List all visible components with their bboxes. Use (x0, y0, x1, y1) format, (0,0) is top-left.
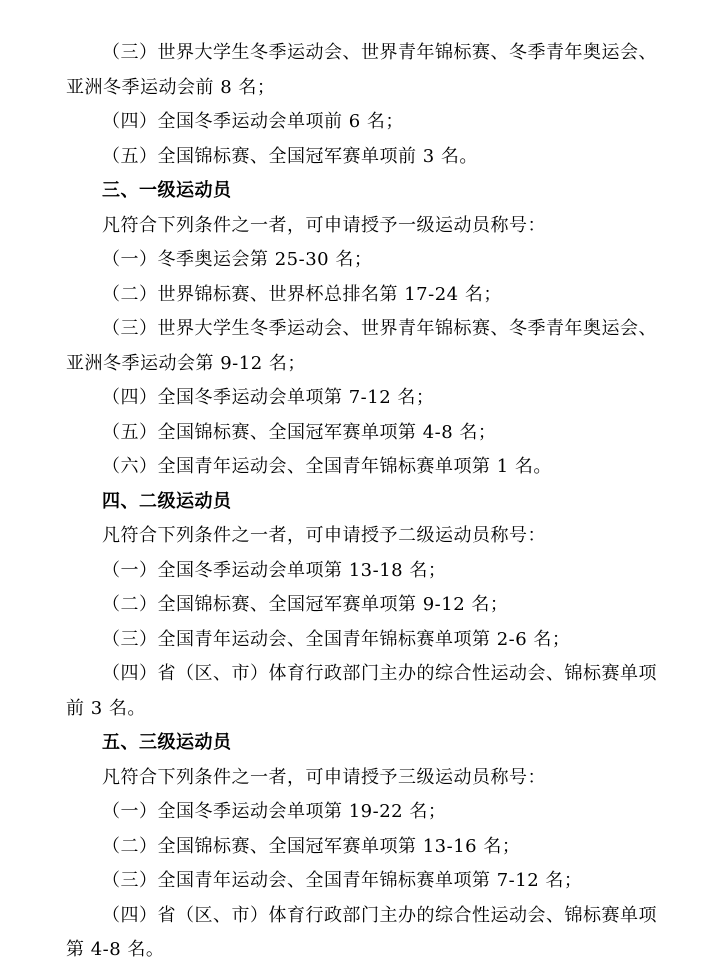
paragraph-line: （三）全国青年运动会、全国青年锦标赛单项第 7-12 名； (102, 870, 583, 891)
section-heading: 五、三级运动员 (102, 732, 232, 753)
paragraph-line: （二）世界锦标赛、世界杯总排名第 17-24 名； (102, 283, 502, 305)
paragraph-line: （四）省（区、市）体育行政部门主办的综合性运动会、锦标赛单项 (102, 663, 657, 684)
paragraph-continuation: 亚洲冬季运动会第 9-12 名； (66, 352, 306, 374)
paragraph-line: 凡符合下列条件之一者，可申请授予三级运动员称号： (102, 766, 546, 788)
section-heading: 三、一级运动员 (102, 180, 232, 201)
paragraph-line: 凡符合下列条件之一者，可申请授予二级运动员称号： (102, 525, 546, 546)
paragraph-continuation: 亚洲冬季运动会前 8 名； (66, 76, 276, 98)
paragraph-line: （二）全国锦标赛、全国冠军赛单项第 9-12 名； (102, 594, 509, 615)
paragraph-continuation: 前 3 名。 (66, 697, 146, 719)
section-heading: 四、二级运动员 (102, 490, 232, 512)
paragraph-line: （一）冬季奥运会第 25-30 名； (102, 249, 373, 270)
paragraph-line: （六）全国青年运动会、全国青年锦标赛单项第 1 名。 (102, 456, 552, 477)
paragraph-line: （五）全国锦标赛、全国冠军赛单项前 3 名。 (102, 145, 478, 167)
document-body (66, 36, 680, 968)
paragraph-line: （三）世界大学生冬季运动会、世界青年锦标赛、冬季青年奥运会、 (102, 42, 657, 63)
paragraph-line: （一）全国冬季运动会单项第 13-18 名； (102, 559, 447, 581)
paragraph-line: （四）全国冬季运动会单项前 6 名； (102, 111, 404, 132)
paragraph-line: 凡符合下列条件之一者，可申请授予一级运动员称号： (102, 214, 546, 236)
paragraph-line: （四）全国冬季运动会单项第 7-12 名； (102, 387, 435, 408)
paragraph-line: （三）全国青年运动会、全国青年锦标赛单项第 2-6 名； (102, 628, 571, 650)
paragraph-line: （二）全国锦标赛、全国冠军赛单项第 13-16 名； (102, 835, 521, 857)
paragraph-line: （四）省（区、市）体育行政部门主办的综合性运动会、锦标赛单项 (102, 904, 657, 926)
paragraph-line: （五）全国锦标赛、全国冠军赛单项第 4-8 名； (102, 421, 497, 443)
paragraph-continuation: 第 4-8 名。 (66, 939, 165, 960)
paragraph-line: （一）全国冬季运动会单项第 19-22 名； (102, 801, 447, 822)
paragraph-line: （三）世界大学生冬季运动会、世界青年锦标赛、冬季青年奥运会、 (102, 318, 657, 339)
